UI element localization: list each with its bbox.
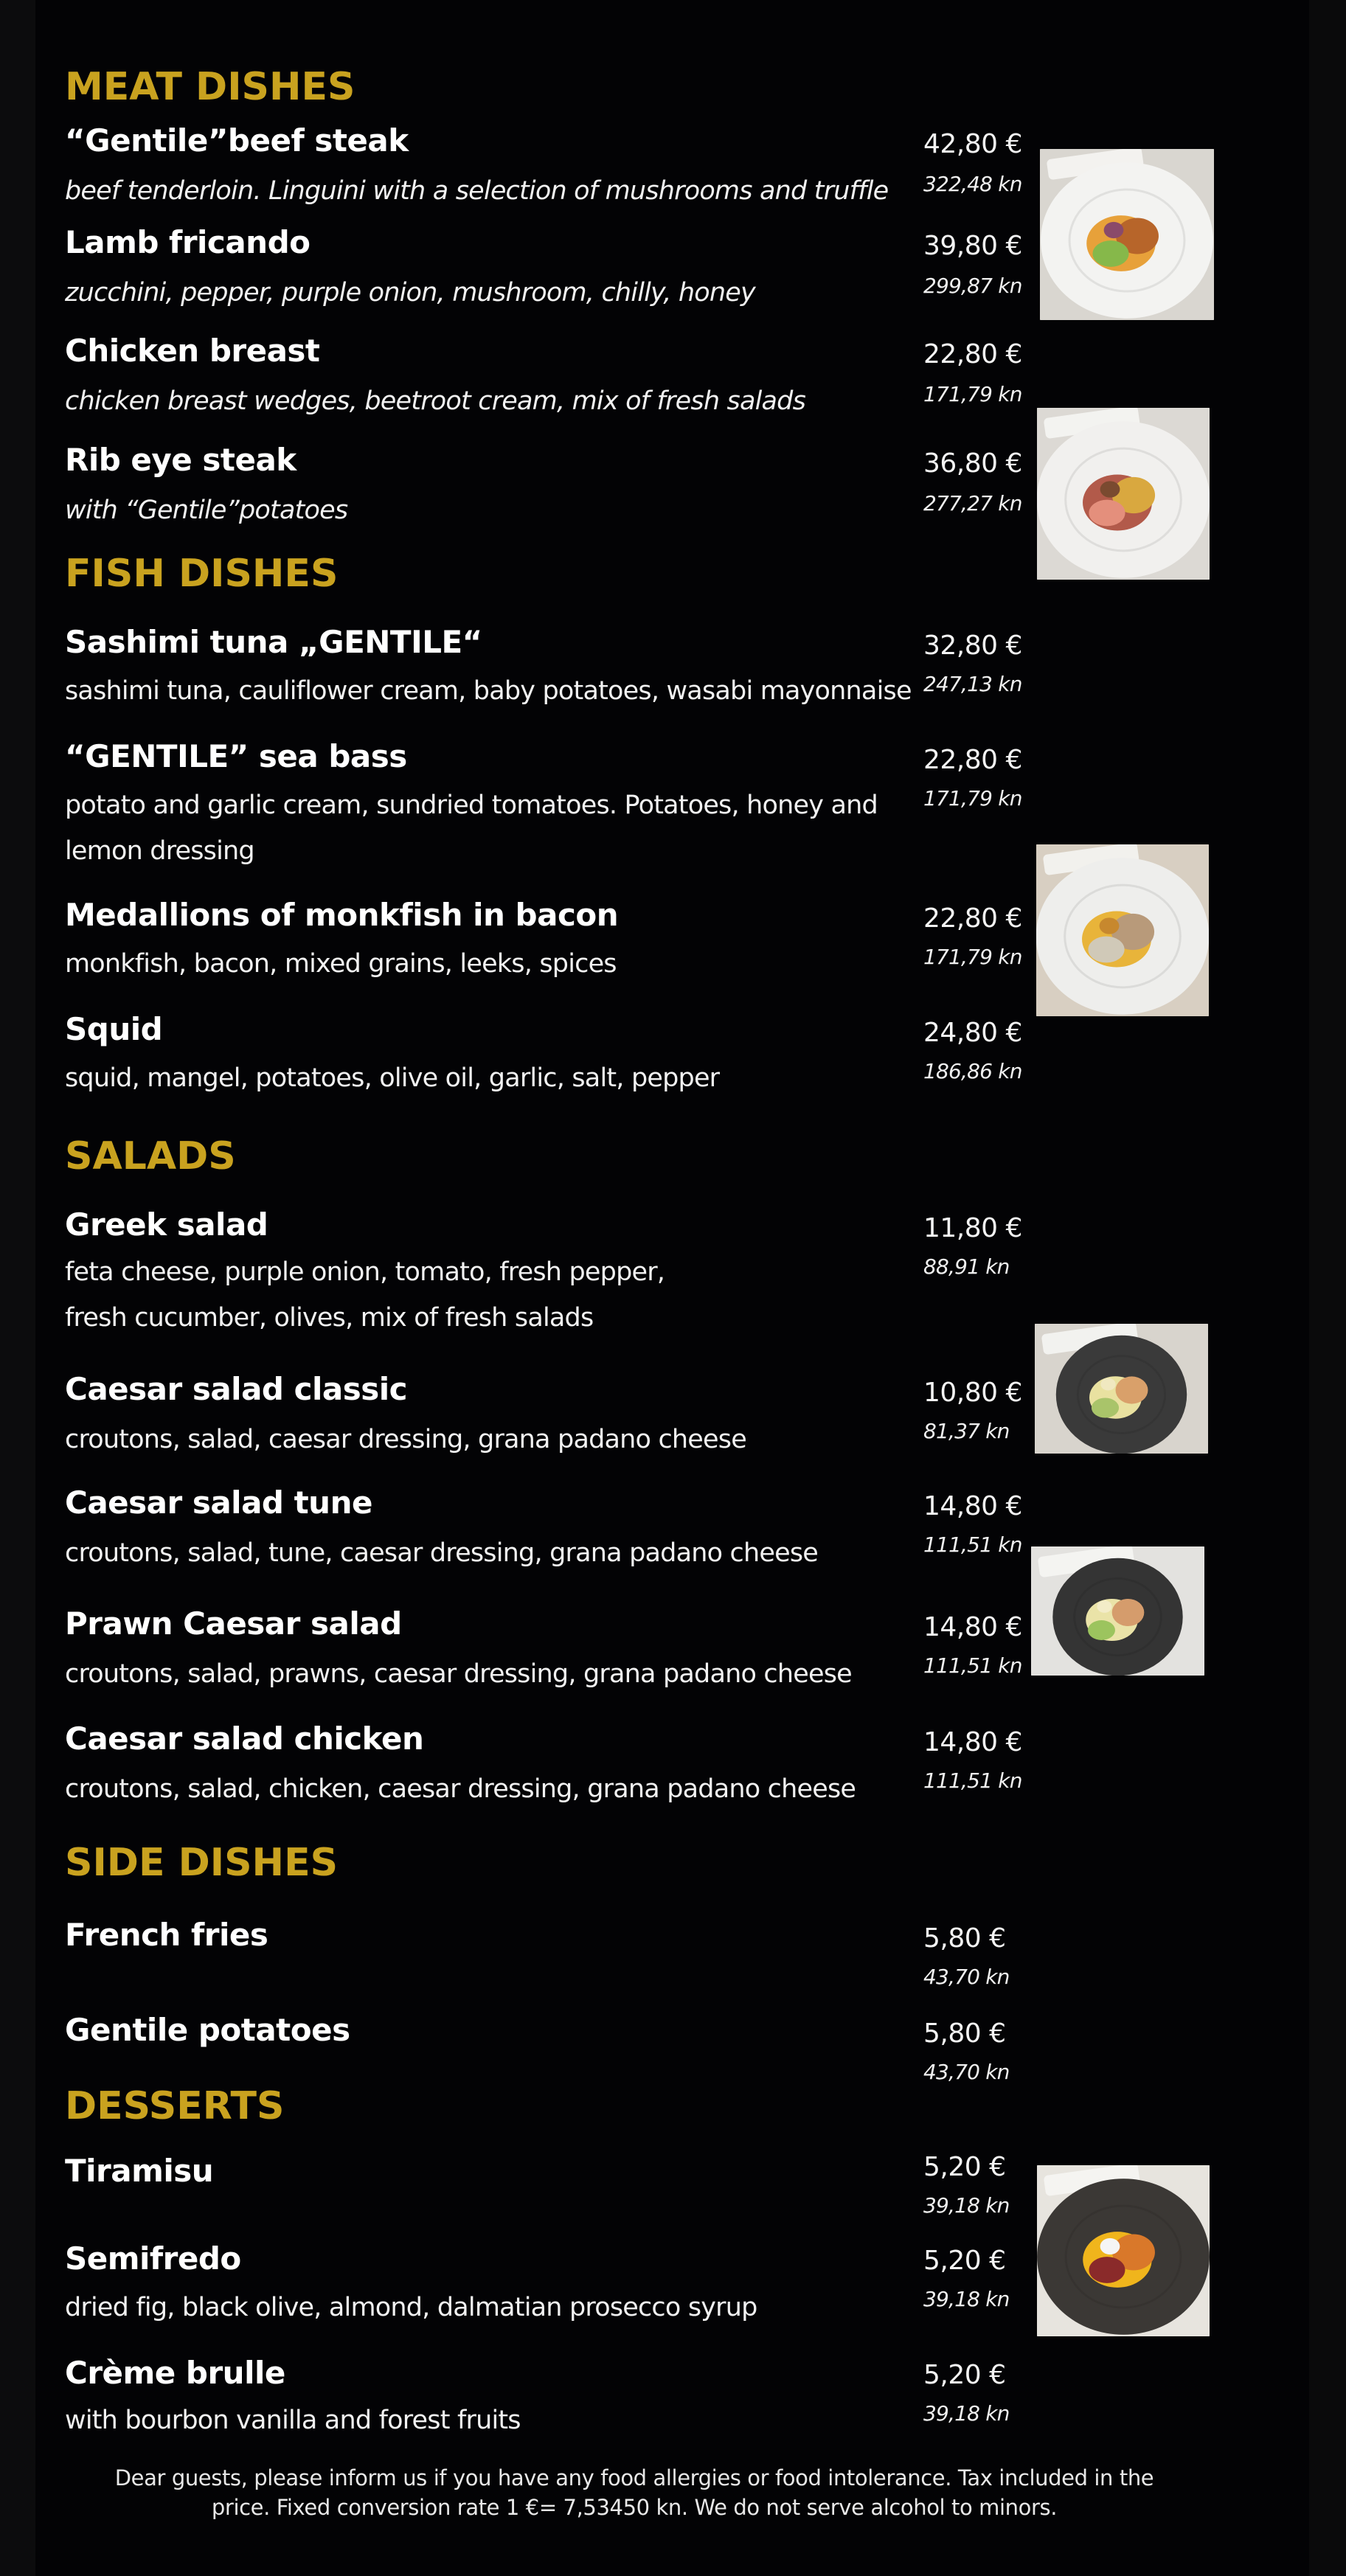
dish-title: Crème brulle [65,2355,285,2391]
price-kn: 39,18 kn [923,2287,1010,2311]
price-eur: 14,80 € [923,1491,1022,1521]
dish-title: Prawn Caesar salad [65,1605,402,1642]
section-heading: SIDE DISHES [65,1841,339,1885]
price-eur: 39,80 € [923,231,1022,261]
price-kn: 43,70 kn [923,2060,1010,2084]
dish-title: Squid [65,1011,163,1047]
dish-description: with bourbon vanilla and forest fruits [65,2406,521,2435]
price-eur: 5,20 € [923,2360,1006,2390]
price-eur: 32,80 € [923,631,1022,661]
dish-title: Semifredo [65,2240,241,2277]
dish-title: Caesar salad classic [65,1371,408,1407]
price-kn: 171,79 kn [923,945,1022,969]
price-kn: 81,37 kn [923,1419,1010,1443]
section-heading: SALADS [65,1134,236,1178]
dish-title: “Gentile”beef steak [65,122,409,159]
section-heading: FISH DISHES [65,552,339,596]
price-kn: 39,18 kn [923,2401,1010,2426]
price-kn: 88,91 kn [923,1254,1010,1279]
dish-description: croutons, salad, caesar dressing, grana padano cheese [65,1425,746,1454]
dish-title: Greek salad [65,1207,268,1243]
dish-title: Tiramisu [65,2153,214,2189]
price-eur: 14,80 € [923,1727,1022,1757]
dish-title: Sashimi tuna „GENTILE“ [65,624,482,660]
dish-title: “GENTILE” sea bass [65,738,407,774]
price-kn: 277,27 kn [923,491,1022,515]
dish-description: sashimi tuna, cauliflower cream, baby potatoes, wasabi mayonnaise [65,676,912,706]
dish-description: zucchini, pepper, purple onion, mushroom, chilly, honey [65,278,755,308]
dish-description: croutons, salad, chicken, caesar dressing, grana padano cheese [65,1774,856,1804]
price-eur: 5,20 € [923,2152,1006,2182]
dish-description: feta cheese, purple onion, tomato, fresh pepper, [65,1257,665,1287]
dish-title: French fries [65,1917,268,1953]
price-kn: 322,48 kn [923,172,1022,196]
dish-title: Caesar salad chicken [65,1721,424,1757]
price-kn: 111,51 kn [923,1768,1022,1793]
photo-caesar-2 [1031,1546,1204,1676]
dish-description: croutons, salad, tune, caesar dressing, grana padano cheese [65,1538,819,1568]
food-photo-icon [1037,2165,1210,2336]
dish-description: chicken breast wedges, beetroot cream, mix of fresh salads [65,386,806,416]
price-eur: 22,80 € [923,903,1022,934]
dish-description: lemon dressing [65,836,254,866]
footer-notice [44,2463,1224,2522]
price-eur: 24,80 € [923,1018,1022,1048]
photo-sea-bass [1036,844,1209,1016]
price-eur: 42,80 € [923,129,1022,159]
food-photo-icon [1037,408,1210,580]
photo-beef-steak [1040,149,1214,320]
price-eur: 10,80 € [923,1378,1022,1408]
price-eur: 5,80 € [923,1923,1006,1954]
price-eur: 5,20 € [923,2246,1006,2276]
food-photo-icon [1036,844,1209,1016]
page-margin-left [0,0,35,2576]
dish-description: squid, mangel, potatoes, olive oil, garlic, salt, pepper [65,1063,720,1093]
price-eur: 14,80 € [923,1612,1022,1642]
photo-rib-eye [1037,408,1210,580]
dish-description: croutons, salad, prawns, caesar dressing, grana padano cheese [65,1659,852,1689]
food-photo-icon [1040,149,1214,320]
footer-line-1: Dear guests, please inform us if you have any food allergies or food intolerance. Tax included in the [114,2465,1154,2490]
price-kn: 171,79 kn [923,382,1022,406]
price-kn: 186,86 kn [923,1059,1022,1083]
dish-description: fresh cucumber, olives, mix of fresh salads [65,1303,594,1333]
price-eur: 11,80 € [923,1213,1022,1243]
dish-description: dried fig, black olive, almond, dalmatian prosecco syrup [65,2293,757,2322]
food-photo-icon [1035,1324,1208,1454]
dish-title: Chicken breast [65,333,320,369]
price-eur: 5,80 € [923,2018,1006,2049]
price-kn: 247,13 kn [923,672,1022,696]
price-kn: 299,87 kn [923,274,1022,298]
section-heading: DESSERTS [65,2084,285,2128]
price-kn: 39,18 kn [923,2193,1010,2218]
section-heading: MEAT DISHES [65,65,355,109]
dish-title: Rib eye steak [65,442,296,478]
dish-description: monkfish, bacon, mixed grains, leeks, spices [65,949,617,979]
price-kn: 111,51 kn [923,1532,1022,1557]
dish-description: beef tenderloin. Linguini with a selection of mushrooms and truffle [65,176,889,206]
dish-description: potato and garlic cream, sundried tomatoes. Potatoes, honey and [65,791,878,820]
food-photo-icon [1031,1546,1204,1676]
footer-line-2: price. Fixed conversion rate 1 €= 7,53450 kn. We do not serve alcohol to minors. [211,2495,1058,2520]
dish-title: Lamb fricando [65,224,311,260]
price-kn: 171,79 kn [923,786,1022,810]
price-eur: 36,80 € [923,448,1022,479]
page-margin-right [1309,0,1346,2576]
photo-creme-brulee [1037,2165,1210,2336]
photo-caesar-1 [1035,1324,1208,1454]
dish-title: Caesar salad tune [65,1485,372,1521]
price-kn: 43,70 kn [923,1965,1010,1989]
price-eur: 22,80 € [923,745,1022,775]
dish-title: Gentile potatoes [65,2012,350,2048]
dish-title: Medallions of monkfish in bacon [65,897,619,933]
dish-description: with “Gentile”potatoes [65,496,348,525]
price-eur: 22,80 € [923,339,1022,369]
price-kn: 111,51 kn [923,1653,1022,1678]
